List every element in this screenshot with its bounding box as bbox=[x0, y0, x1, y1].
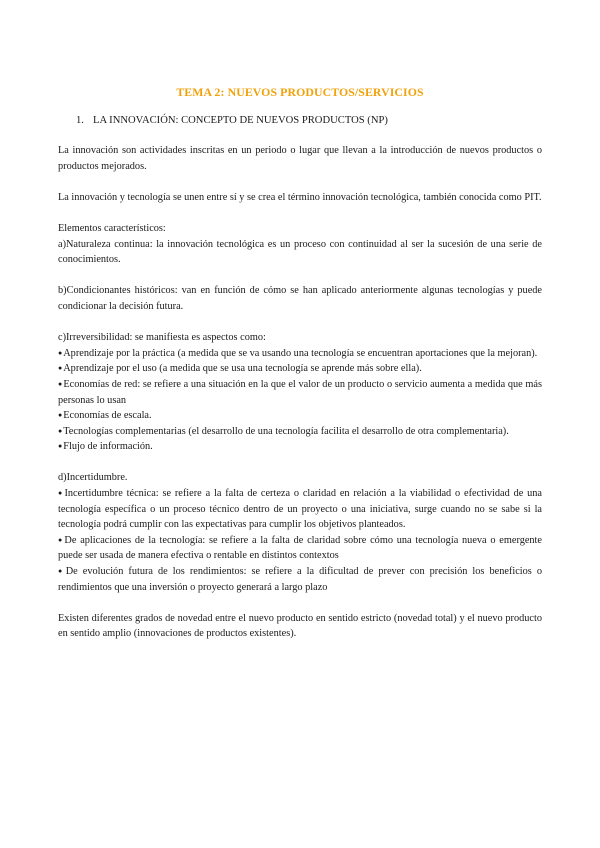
intro-paragraph-1: La innovación son actividades inscritas en un periodo o lugar que llevan a la introducción de nuevos productos o productos mejorados. bbox=[58, 145, 542, 172]
paragraph-gap bbox=[58, 595, 542, 611]
item-c-heading: c)Irreversibilidad: se manifiesta es aspectos como: bbox=[58, 332, 266, 344]
item-c-bullet: ● Economías de red: se refiere a una situación en la que el valor de un producto o servicio aumenta a medida que más personas lo usan bbox=[58, 377, 542, 408]
item-c-bullet: ● Aprendizaje por la práctica (a medida que se va usando una tecnología se encuentran aportaciones que la mejoran). bbox=[58, 346, 542, 362]
paragraph-gap bbox=[58, 205, 542, 221]
item-b-paragraph: b)Condicionantes históricos: van en función de cómo se han aplicado anteriormente algunas tecnologías y puede condicionar la decisión futura. bbox=[58, 285, 542, 312]
item-d-bullet: ● De aplicaciones de la tecnología: se refiere a la falta de claridad sobre cómo una tecnología nueva o emergente puede ser usada de manera efectiva o rentable en distintos contextos bbox=[58, 533, 542, 564]
paragraph-gap bbox=[58, 455, 542, 471]
item-a-paragraph: a)Naturaleza continua: la innovación tecnológica es un proceso con continuidad al ser la sucesión de una serie de conocimientos. bbox=[58, 238, 542, 266]
item-c-bullet: ● Economías de escala. bbox=[58, 408, 542, 424]
document-title: TEMA 2: NUEVOS PRODUCTOS/SERVICIOS bbox=[176, 85, 424, 99]
paragraph-gap bbox=[58, 315, 542, 331]
item-d-heading: d)Incertidumbre. bbox=[58, 472, 128, 484]
item-d-bullet: ● Incertidumbre técnica: se refiere a la falta de certeza o claridad en relación a la viabilidad o efectividad de una tecnología específica o un proceso técnico dentro de un proyecto o una iniciativa, surge cuando no se sabe si la tecnología podrá cumplir con las expectativas para cumplir los objetivos planteados. bbox=[58, 486, 542, 533]
section-heading-text: LA INNOVACIÓN: CONCEPTO DE NUEVOS PRODUCTOS (NP) bbox=[93, 115, 388, 126]
item-c-bullet: ● Tecnologías complementarias (el desarrollo de una tecnología facilita el desarrollo de otra complementaria). bbox=[58, 424, 542, 440]
paragraph-gap bbox=[58, 174, 542, 190]
intro-paragraph-2: La innovación y tecnología se unen entre sí y se crea el término innovación tecnológica, también conocida como PIT. bbox=[58, 191, 542, 203]
closing-paragraph: Existen diferentes grados de novedad entre el nuevo producto en sentido estricto (novedad total) y el nuevo producto en sentido amplio (innovaciones de productos existentes). bbox=[58, 612, 542, 640]
item-c-bullet: ● Aprendizaje por el uso (a medida que se usa una tecnología se aprende más sobre ella). bbox=[58, 361, 542, 377]
section-heading bbox=[76, 113, 542, 128]
paragraph-gap bbox=[58, 268, 542, 284]
item-c-bullet: ● Flujo de información. bbox=[58, 439, 542, 455]
section-number: 1. bbox=[76, 115, 84, 126]
document-page bbox=[58, 84, 542, 642]
item-d-bullet: ● De evolución futura de los rendimientos: se refiere a la dificultad de prever con precisión los beneficios o rendimientos que una inversión o proyecto generará a largo plazo bbox=[58, 564, 542, 595]
elements-heading: Elementos característicos: bbox=[58, 222, 166, 234]
